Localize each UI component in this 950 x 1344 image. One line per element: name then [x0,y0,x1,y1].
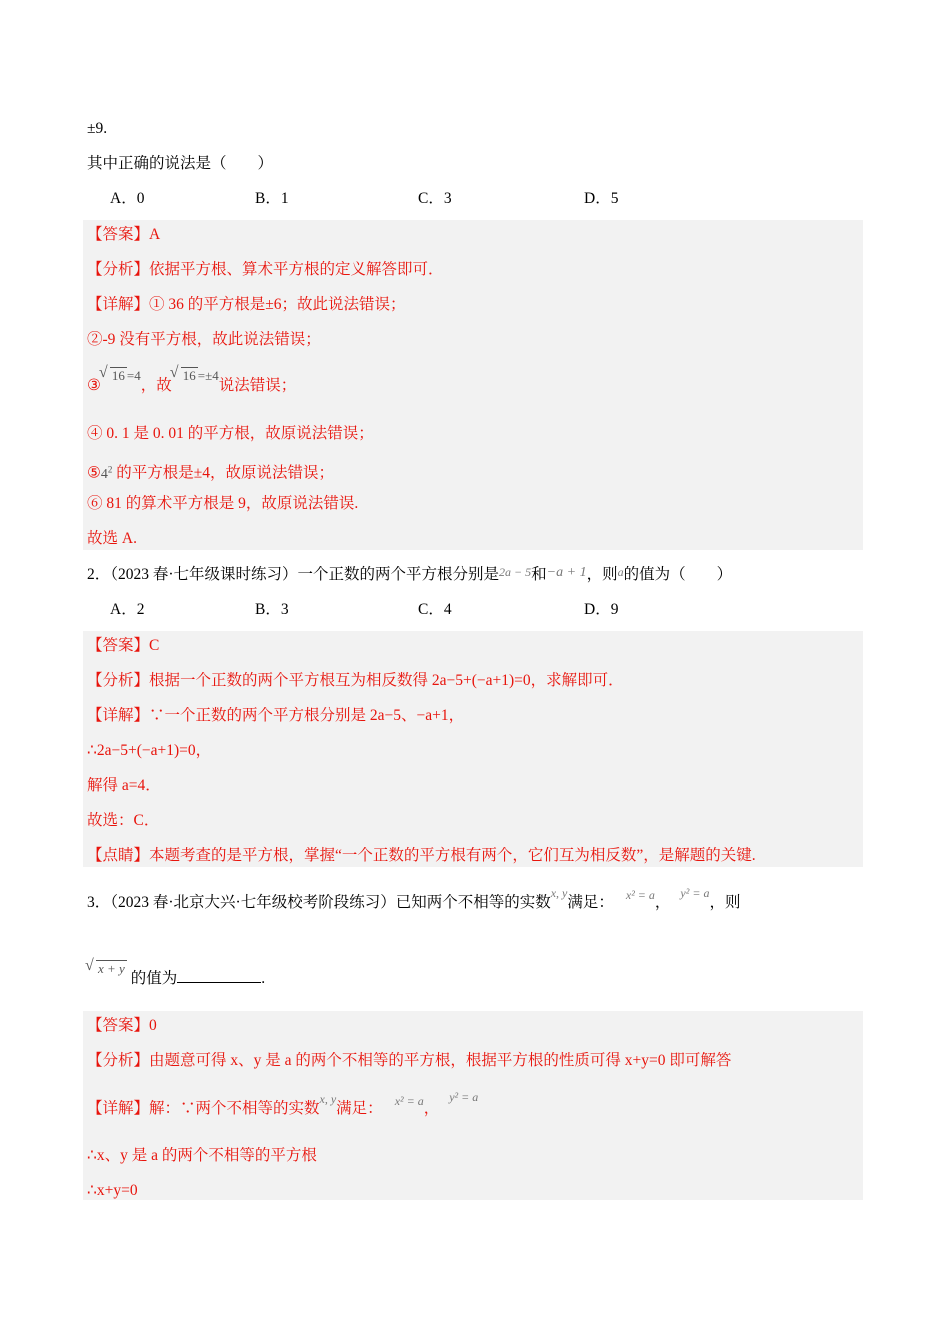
question-2-stem: 2．（2023 春·七年级课时练习）一个正数的两个平方根分别是2a − 5和−a + 1，则a的值为（ ） [87,565,733,583]
conclusion-1: 故选 A. [87,530,137,547]
step-2-2: 解得 a=4． [87,777,161,794]
expr-neg-a-plus-1: −a + 1 [546,565,587,580]
detail-2: 【详解】∵一个正数的两个平方根分别是 2a−5、−a+1， [87,707,465,724]
sqrt-expr-1: √ $^{16 =4}$ [101,368,141,383]
option-c: C．4 [418,601,452,618]
expr-2a-5: 2a − 5 [499,565,532,579]
prev-question-tail: ±9. [87,120,108,137]
detail-1-line-3: ③√ $^{16 =4}$，故√ $^{16 =\pm 4}$说法错误； [87,376,296,396]
question-3-stem: 3．（2023 春·北京大兴·七年级校考阶段练习）已知两个不相等的实数$^{x, y}$满足： $^{x^2 = a}$，$^{y^2 = a}$，则 [87,886,741,911]
detail-1-line-6: ⑥ 81 的算术平方根是 9，故原说法错误. [87,495,359,512]
step-3-1: ∴x、y 是 a 的两个不相等的平方根 [87,1147,317,1164]
answer-1: 【答案】A [87,226,161,243]
step-3-2: ∴x+y=0 [87,1182,138,1199]
comment-2: 【点睛】本题考查的是平方根，掌握“一个正数的平方根有两个，它们互为相反数”，是解题的关键. [87,847,756,864]
detail-tag: 【详解】 [87,296,150,313]
option-c: C．3 [418,190,452,207]
detail-1-line-5: $⑤4^2$ 的平方根是±4，故原说法错误； [87,464,335,482]
option-d: D．9 [584,601,619,618]
option-b: B．1 [255,190,289,207]
analysis-3: 【分析】由题意可得 x、y 是 a 的两个不相等的平方根，根据平方根的性质可得 x+y=0 即可解答 [87,1052,732,1069]
detail-1-line-2: ②-9 没有平方根，故此说法错误； [87,331,321,348]
vars-xy: x, y [550,886,568,900]
option-a: A．2 [110,601,145,618]
option-b: B．3 [255,601,289,618]
analysis-2: 【分析】根据一个正数的两个平方根互为相反数得 2a−5+(−a+1)=0，求解即可． [87,672,624,689]
prev-question-stem: 其中正确的说法是（ ） [87,155,274,172]
detail-1-line-4: ④ 0. 1 是 0. 01 的平方根，故原说法错误； [87,425,374,442]
option-a: A．0 [110,190,145,207]
var-a: a [617,565,624,579]
detail-3: 【详解】解：∵两个不相等的实数$^{x, y}$满足： $^{x^2 = a}$，$^{y^2 = a}$ [87,1090,479,1117]
answer-blank[interactable] [177,968,261,983]
answer-3: 【答案】0 [87,1017,157,1034]
conclusion-2: 故选：C． [87,812,160,829]
option-d: D．5 [584,190,619,207]
sqrt-x-plus-y: √ x + y [87,960,127,977]
eq-x-squared: x² = a [625,888,655,902]
analysis-1: 【分析】依据平方根、算术平方根的定义解答即可． [87,261,444,278]
answer-2: 【答案】C [87,637,160,654]
detail-1-line-1: 【详解】① 36 的平方根是±6；故此说法错误； [87,296,406,313]
power-expr: $4^2$ [100,464,113,482]
step-2-1: ∴2a−5+(−a+1)=0， [87,742,212,759]
sqrt-expr-2: √ $^{16 =\pm 4}$ [172,368,219,383]
question-3-stem-2: √ x + y 的值为 . [87,968,265,989]
eq-y-squared: y² = a [680,886,710,900]
